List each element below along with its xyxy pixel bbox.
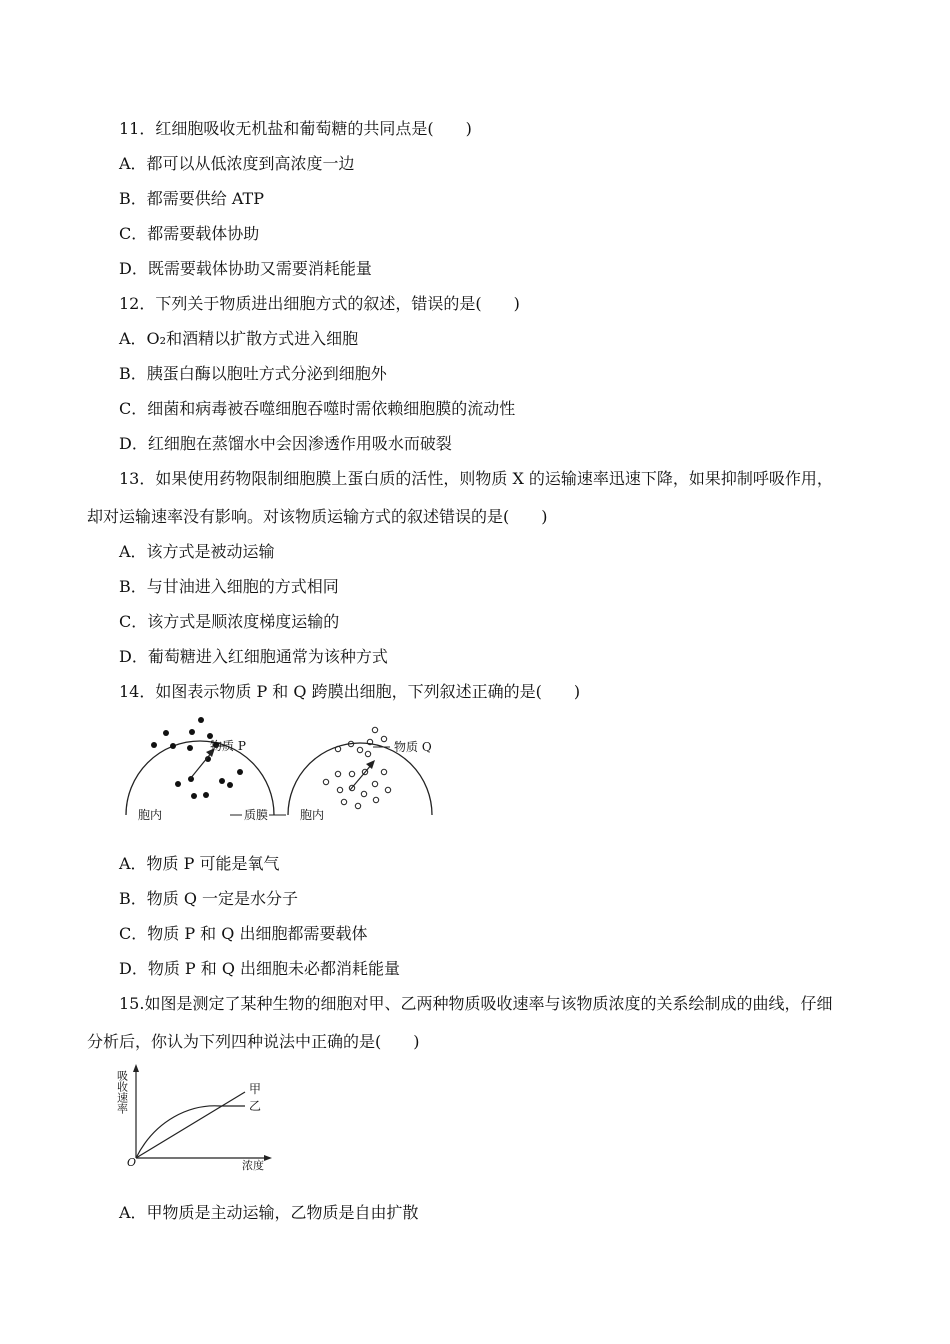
- q14-option-b: B．物质 Q 一定是水分子: [119, 889, 299, 908]
- q15-option-a: A．甲物质是主动运输，乙物质是自由扩散: [119, 1203, 419, 1222]
- q14-option-c: C．物质 P 和 Q 出细胞都需要载体: [119, 924, 368, 943]
- q14-membrane-figure: [120, 712, 450, 827]
- substance-p-particles: [151, 717, 243, 799]
- label-inside-left: 胞内: [138, 808, 163, 822]
- q15-stem-line2: 分析后，你认为下列四种说法中正确的是( ): [87, 1032, 420, 1051]
- label-substance-q: 物质 Q: [394, 740, 432, 754]
- q14-stem: 14．如图表示物质 P 和 Q 跨膜出细胞，下列叙述正确的是( ): [119, 682, 581, 701]
- q12-option-b: B．胰蛋白酶以胞吐方式分泌到细胞外: [119, 364, 387, 383]
- label-substance-p: 物质 P: [210, 739, 246, 753]
- curve-yi-label: 乙: [249, 1099, 262, 1113]
- substance-q-arrow: [350, 764, 372, 790]
- q11-stem: 11．红细胞吸收无机盐和葡萄糖的共同点是( ): [119, 119, 472, 138]
- q12-option-a: A．O₂和酒精以扩散方式进入细胞: [119, 329, 359, 348]
- label-membrane: 质膜: [244, 808, 269, 822]
- label-inside-right: 胞内: [300, 808, 325, 822]
- q12-stem: 12．下列关于物质进出细胞方式的叙述，错误的是( ): [119, 294, 520, 313]
- x-axis-label: 浓度: [242, 1159, 264, 1172]
- q11-option-d: D．既需要载体协助又需要消耗能量: [119, 259, 372, 278]
- q14-option-d: D．物质 P 和 Q 出细胞未必都消耗能量: [119, 959, 401, 978]
- q12-option-d: D．红细胞在蒸馏水中会因渗透作用吸水而破裂: [119, 434, 452, 453]
- q11-option-c: C．都需要载体协助: [119, 224, 260, 243]
- q11-option-a: A．都可以从低浓度到高浓度一边: [119, 154, 355, 173]
- left-cell-membrane: [126, 741, 274, 815]
- origin-label: O: [127, 1156, 137, 1169]
- substance-p-arrow: [190, 752, 212, 779]
- q15-absorption-chart: [110, 1062, 280, 1174]
- q15-stem-line1: 15.如图是测定了某种生物的细胞对甲、乙两种物质吸收速率与该物质浓度的关系绘制成的曲线，仔细: [119, 994, 833, 1013]
- y-axis-label: 吸收速率: [115, 1070, 129, 1114]
- q11-option-b: B．都需要供给 ATP: [119, 189, 264, 208]
- curve-yi: [136, 1106, 245, 1158]
- q14-option-a: A．物质 P 可能是氧气: [119, 854, 280, 873]
- q13-option-b: B．与甘油进入细胞的方式相同: [119, 577, 339, 596]
- curve-jia-label: 甲: [249, 1082, 262, 1096]
- q13-stem-line1: 13．如果使用药物限制细胞膜上蛋白质的活性，则物质 X 的运输速率迅速下降，如果抑制呼吸作用，: [119, 469, 833, 488]
- q13-option-c: C．该方式是顺浓度梯度运输的: [119, 612, 340, 631]
- q13-stem-line2: 却对运输速率没有影响。对该物质运输方式的叙述错误的是( ): [87, 507, 548, 526]
- curve-jia: [136, 1092, 245, 1158]
- q12-option-c: C．细菌和病毒被吞噬细胞吞噬时需依赖细胞膜的流动性: [119, 399, 516, 418]
- q13-option-d: D．葡萄糖进入红细胞通常为该种方式: [119, 647, 388, 666]
- substance-q-particles: [323, 727, 390, 808]
- q13-option-a: A．该方式是被动运输: [119, 542, 275, 561]
